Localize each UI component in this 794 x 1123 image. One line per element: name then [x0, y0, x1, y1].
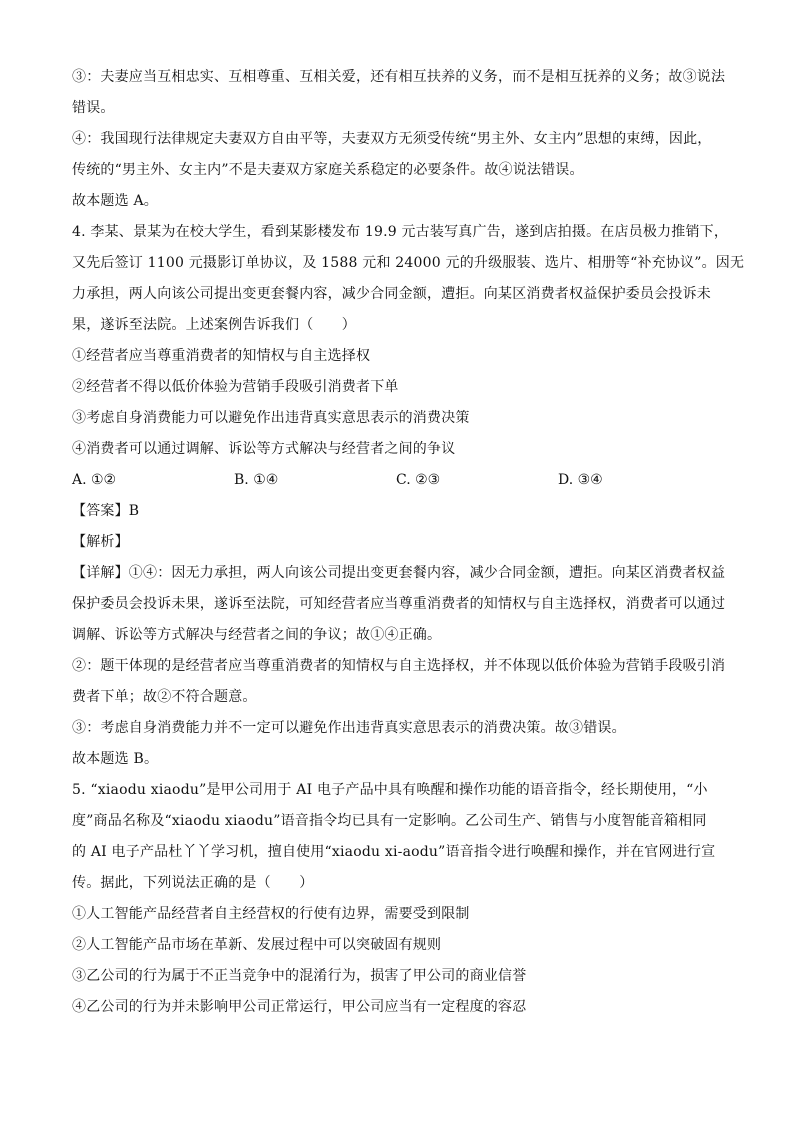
question-stem-line: 传。据此，下列说法正确的是（ ）: [72, 875, 314, 891]
explanation-line: ③：考虑自身消费能力并不一定可以避免作出违背真实意思表示的消费决策。故③错误。: [72, 720, 626, 736]
question-stem-line: 4. 李某、景某为在校大学生，看到某影楼发布 19.9 元古装写真广告，遂到店拍摄。在店员极力推销下，: [72, 224, 729, 240]
q3-explanation-tail: [72, 62, 726, 217]
answer-options: [72, 465, 720, 496]
explanation-line: 调解、诉讼等方式解决与经营者之间的争议；故①④正确。: [72, 627, 442, 643]
statement-1: ①经营者应当尊重消费者的知情权与自主选择权: [72, 348, 371, 364]
option-c: C. ②③: [396, 472, 441, 488]
question-stem-line: 力承担，两人向该公司提出变更套餐内容，减少合同金额，遭拒。向某区消费者权益保护委员会投诉未: [72, 286, 711, 302]
statement-3: ③乙公司的行为属于不正当竞争中的混淆行为，损害了甲公司的商业信誉: [72, 968, 527, 984]
question-stem-line: 的 AI 电子产品杜丫丫学习机，擅自使用“xiaodu xi-aodu”语音指令进行唤醒和操作，并在官网进行宣: [72, 844, 716, 860]
statement-3: ③考虑自身消费能力可以避免作出违背真实意思表示的消费决策: [72, 410, 470, 426]
option-d: D. ③④: [558, 472, 603, 488]
text-line: 传统的“男主外、女主内”不是夫妻双方家庭关系稳定的必要条件。故④说法错误。: [72, 162, 584, 178]
question-stem-line: 又先后签订 1100 元摄影订单协议，及 1588 元和 24000 元的升级服装、选片、相册等“补充协议”。因无: [72, 255, 745, 271]
explanation-line: 保护委员会投诉未果，遂诉至法院，可知经营者应当尊重消费者的知情权与自主选择权，消费者可以通过: [72, 596, 726, 612]
statement-1: ①人工智能产品经营者自主经营权的行使有边界，需要受到限制: [72, 906, 470, 922]
analysis-label: 【解析】: [72, 534, 129, 550]
explanation-line: ②：题干体现的是经营者应当尊重消费者的知情权与自主选择权，并不体现以低价体验为营销手段吸引消: [72, 658, 726, 674]
conclusion-line: 故本题选 A。: [72, 193, 158, 209]
conclusion-line: 故本题选 B。: [72, 751, 159, 767]
question-stem-line: 度”商品名称及“xiaodu xiaodu”语音指令均已具有一定影响。乙公司生产、销售与小度智能音箱相同: [72, 813, 707, 829]
explanation-line: 费者下单；故②不符合题意。: [72, 689, 257, 705]
document-page: [72, 62, 745, 1023]
question-stem-line: 5. “xiaodu xiaodu”是甲公司用于 AI 电子产品中具有唤醒和操作功能的语音指令，经长期使用，“小: [72, 782, 708, 798]
text-line: ④：我国现行法律规定夫妻双方自由平等，夫妻双方无须受传统“男主外、女主内”思想的束缚，因此，: [72, 131, 712, 147]
text-line: 错误。: [72, 100, 115, 116]
statement-2: ②人工智能产品市场在革新、发展过程中可以突破固有规则: [72, 937, 442, 953]
explanation-line: 【详解】①④：因无力承担，两人向该公司提出变更套餐内容，减少合同金额，遭拒。向某区消费者权益: [72, 565, 726, 581]
text-line: ③：夫妻应当互相忠实、互相尊重、互相关爱，还有相互扶养的义务，而不是相互抚养的义务；故③说法: [72, 69, 726, 85]
question-stem-line: 果，遂诉至法院。上述案例告诉我们（ ）: [72, 317, 356, 333]
statement-4: ④乙公司的行为并未影响甲公司正常运行，甲公司应当有一定程度的容忍: [72, 999, 527, 1015]
statement-4: ④消费者可以通过调解、诉讼等方式解决与经营者之间的争议: [72, 441, 456, 457]
question-4: [72, 217, 745, 775]
statement-2: ②经营者不得以低价体验为营销手段吸引消费者下单: [72, 379, 399, 395]
option-a: A. ①②: [72, 472, 117, 488]
question-5: [72, 775, 720, 1023]
option-b: B. ①④: [234, 472, 279, 488]
answer-label: 【答案】B: [72, 503, 140, 519]
